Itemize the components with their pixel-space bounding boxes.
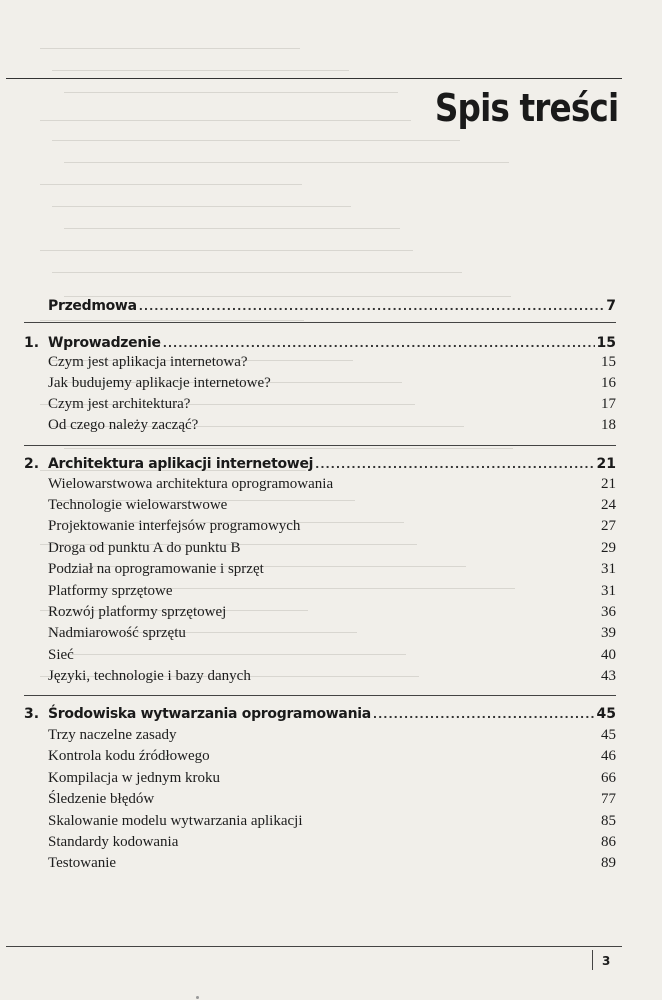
chapter-rule <box>24 695 616 696</box>
dot-leader <box>163 337 595 350</box>
show-through-line <box>52 140 460 147</box>
toc-section <box>48 855 616 875</box>
section-title: Wielowarstwowa architektura oprogramowania <box>48 476 334 492</box>
toc-section <box>48 813 616 833</box>
show-through-line <box>40 184 302 191</box>
toc-section <box>48 727 616 747</box>
section-title: Języki, technologie i bazy danych <box>48 668 251 684</box>
toc-section <box>48 668 616 688</box>
section-page: 31 <box>601 561 616 577</box>
section-title: Testowanie <box>48 855 117 871</box>
chapter-page: 7 <box>606 298 616 314</box>
show-through-line <box>52 272 462 279</box>
show-through-line <box>40 48 300 55</box>
section-page: 21 <box>601 476 616 492</box>
toc-section <box>48 540 616 560</box>
toc-section <box>48 583 616 603</box>
toc-section <box>48 770 616 790</box>
toc-section <box>48 354 616 374</box>
toc-section <box>48 647 616 667</box>
section-title: Kompilacja w jednym kroku <box>48 770 221 786</box>
show-through-line <box>64 162 509 169</box>
chapter-title: Środowiska wytwarzania oprogramowania <box>48 706 371 722</box>
section-title: Czym jest aplikacja internetowa? <box>48 354 248 370</box>
chapter-number: 1. <box>24 335 40 351</box>
bottom-rule <box>6 946 622 947</box>
section-page: 31 <box>601 583 616 599</box>
dot-leader <box>315 458 594 471</box>
section-page: 77 <box>601 791 616 807</box>
section-page: 16 <box>601 375 616 391</box>
chapter-page: 45 <box>596 706 616 722</box>
toc-chapter <box>24 454 616 476</box>
page-title: Spis treści <box>434 86 618 130</box>
section-title: Standardy kodowania <box>48 834 179 850</box>
section-page: 17 <box>601 396 616 412</box>
page-number: 3 <box>602 954 611 968</box>
chapter-rule <box>24 445 616 446</box>
chapter-rule <box>24 322 616 323</box>
section-page: 85 <box>601 813 616 829</box>
section-title: Od czego należy zacząć? <box>48 417 199 433</box>
section-title: Skalowanie modelu wytwarzania aplikacji <box>48 813 303 829</box>
toc-chapter <box>24 704 616 726</box>
toc-section <box>48 396 616 416</box>
chapter-page: 21 <box>596 456 616 472</box>
section-title: Sieć <box>48 647 74 663</box>
show-through-line <box>64 228 400 235</box>
section-page: 27 <box>601 518 616 534</box>
toc-section <box>48 476 616 496</box>
chapter-title: Przedmowa <box>48 298 137 314</box>
section-title: Jak budujemy aplikacje internetowe? <box>48 375 271 391</box>
section-page: 86 <box>601 834 616 850</box>
chapter-title: Architektura aplikacji internetowej <box>48 456 314 472</box>
section-page: 18 <box>601 417 616 433</box>
show-through-line <box>52 70 349 77</box>
chapter-page: 15 <box>596 335 616 351</box>
paper-mark <box>196 996 199 999</box>
toc-section <box>48 561 616 581</box>
show-through-line <box>64 92 398 99</box>
section-title: Kontrola kodu źródłowego <box>48 748 210 764</box>
section-title: Projektowanie interfejsów programowych <box>48 518 301 534</box>
toc-section <box>48 417 616 437</box>
section-page: 29 <box>601 540 616 556</box>
dot-leader <box>139 300 605 313</box>
chapter-title: Wprowadzenie <box>48 335 161 351</box>
chapter-number: 2. <box>24 456 40 472</box>
section-title: Rozwój platformy sprzętowej <box>48 604 227 620</box>
show-through-line <box>40 250 413 257</box>
section-page: 24 <box>601 497 616 513</box>
chapter-number: 3. <box>24 706 40 722</box>
toc-section <box>48 518 616 538</box>
toc-section <box>48 497 616 517</box>
section-title: Technologie wielowarstwowe <box>48 497 228 513</box>
section-title: Czym jest architektura? <box>48 396 191 412</box>
section-page: 45 <box>601 727 616 743</box>
dot-leader <box>373 708 595 721</box>
top-rule <box>6 78 622 79</box>
section-page: 43 <box>601 668 616 684</box>
section-page: 46 <box>601 748 616 764</box>
footer-divider <box>592 950 593 970</box>
toc-section <box>48 748 616 768</box>
section-page: 39 <box>601 625 616 641</box>
show-through-line <box>52 206 351 213</box>
section-title: Droga od punktu A do punktu B <box>48 540 241 556</box>
section-page: 89 <box>601 855 616 871</box>
toc-chapter <box>24 333 616 355</box>
section-title: Podział na oprogramowanie i sprzęt <box>48 561 264 577</box>
section-title: Platformy sprzętowe <box>48 583 173 599</box>
section-title: Nadmiarowość sprzętu <box>48 625 186 641</box>
toc-chapter <box>24 296 616 318</box>
section-page: 36 <box>601 604 616 620</box>
show-through-line <box>40 120 411 127</box>
toc-section <box>48 375 616 395</box>
toc-section <box>48 625 616 645</box>
section-page: 40 <box>601 647 616 663</box>
section-page: 66 <box>601 770 616 786</box>
section-page: 15 <box>601 354 616 370</box>
section-title: Trzy naczelne zasady <box>48 727 177 743</box>
section-title: Śledzenie błędów <box>48 791 155 807</box>
toc-section <box>48 604 616 624</box>
toc-section <box>48 791 616 811</box>
toc-section <box>48 834 616 854</box>
